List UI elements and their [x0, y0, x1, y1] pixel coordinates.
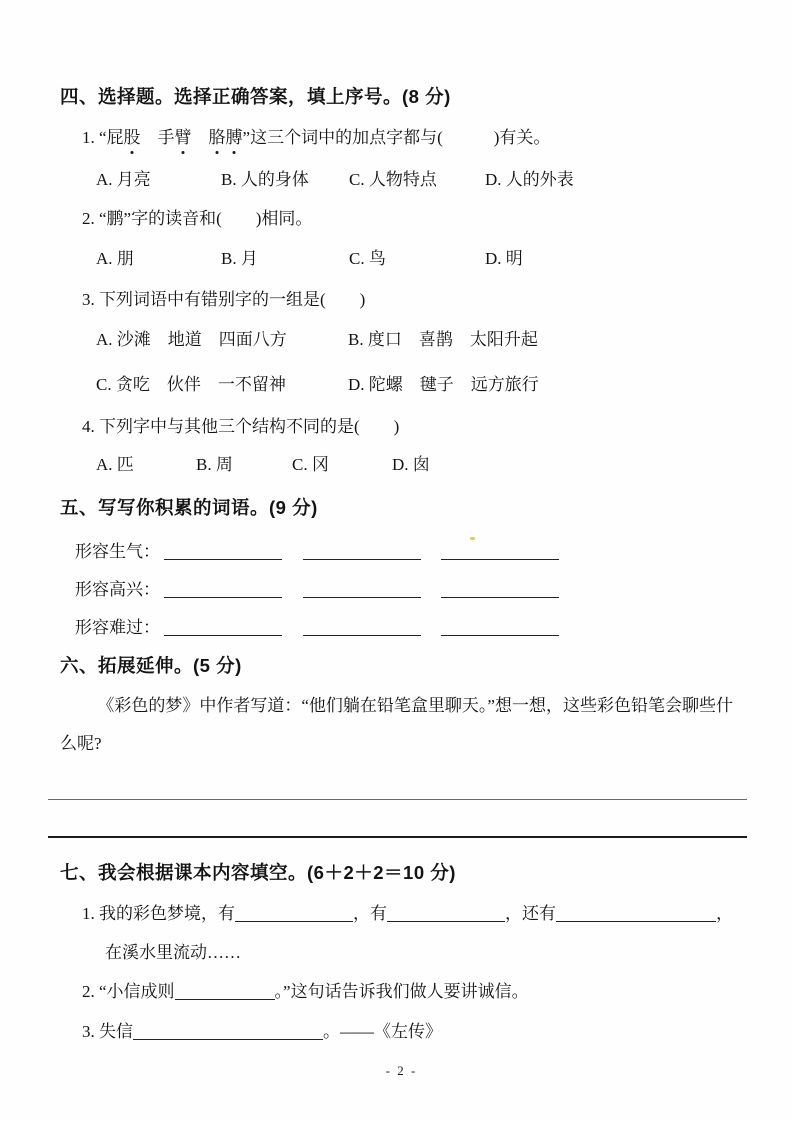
answer-blank: [441, 582, 559, 598]
option-a: A. 匹: [96, 455, 134, 474]
s4-q2-options: [96, 247, 743, 271]
s4-q3-options-ab: [96, 328, 743, 352]
option-d: D. 人的外表: [485, 170, 574, 189]
answer-blank: [235, 906, 353, 922]
q1-dotted-char-gu: 股: [124, 126, 141, 150]
section-6-heading: 六、拓展延伸。(5 分): [60, 655, 242, 676]
answer-line: [48, 763, 747, 800]
option-d: D. 囱: [392, 455, 430, 474]
answer-blank: [556, 906, 716, 922]
q3-text-a: 3. 失信: [82, 1022, 133, 1041]
s4-q1-options: [96, 168, 743, 192]
s4-question-1-stem: [82, 126, 743, 150]
answer-line: [48, 800, 747, 838]
answer-blank: [164, 620, 282, 636]
row-label: 形容高兴：: [75, 580, 160, 599]
q2-text-b: 。”这句话告诉我们做人要讲诚信。: [274, 982, 529, 1001]
q1-dotted-char-bi: 臂: [175, 126, 192, 150]
section-4-heading: 四、选择题。选择正确答案，填上序号。(8 分): [60, 86, 451, 107]
s7-question-1: [82, 902, 743, 926]
option-a: A. 朋: [96, 249, 134, 268]
option-b: B. 人的身体: [221, 170, 309, 189]
option-c: C. 鸟: [349, 249, 386, 268]
q1-text-tail: ”这三个词中的加点字都与( )有关。: [242, 128, 551, 147]
q3-text-b: 。——《左传》: [323, 1022, 442, 1041]
option-a: A. 沙滩 地道 四面八方: [96, 330, 287, 349]
answer-blank: [164, 544, 282, 560]
q1-text-pre: 1. “屁: [82, 128, 124, 147]
q1-text-b: ，有: [353, 904, 387, 923]
option-b: B. 度口 喜鹊 太阳升起: [348, 330, 538, 349]
answer-blank: [441, 620, 559, 636]
section-5-heading: 五、写写你积累的词语。(9 分): [60, 497, 318, 518]
q1-dotted-char-ge: 胳: [209, 126, 226, 150]
answer-blank: [133, 1024, 323, 1040]
s5-row-sad: [75, 616, 743, 640]
s4-q3-options-cd: [96, 373, 743, 397]
s7-question-3: [82, 1020, 743, 1044]
s5-row-angry: [75, 540, 743, 564]
s5-row-happy: [75, 578, 743, 602]
q1-text-a: 1. 我的彩色梦境，有: [82, 904, 235, 923]
q1-text-c: ，还有: [505, 904, 556, 923]
s7-question-2: [82, 980, 743, 1004]
s4-q4-options: [96, 453, 743, 477]
row-label: 形容难过：: [75, 618, 160, 637]
option-b: B. 周: [196, 455, 233, 474]
answer-blank: [164, 582, 282, 598]
row-label: 形容生气：: [75, 542, 160, 561]
q2-text-a: 2. “小信成则: [82, 982, 175, 1001]
q1-dotted-char-bo: 膊: [226, 126, 243, 150]
s7-question-1-continuation: 在溪水里流动……: [105, 943, 241, 962]
answer-blank: [303, 582, 421, 598]
s6-prompt-paragraph: 《彩色的梦》中作者写道：“他们躺在铅笔盒里聊天。”想一想，这些彩色铅笔会聊些什么呢?: [60, 696, 733, 753]
option-a: A. 月亮: [96, 170, 151, 189]
s4-question-4-stem: 4. 下列字中与其他三个结构不同的是( ): [82, 417, 400, 436]
s4-question-2-stem: 2. “鹏”字的读音和( )相同。: [82, 209, 313, 228]
answer-blank: [303, 620, 421, 636]
answer-blank: [441, 544, 559, 560]
option-d: D. 明: [485, 249, 523, 268]
option-c: C. 冈: [292, 455, 329, 474]
option-b: B. 月: [221, 249, 258, 268]
answer-blank: [175, 984, 275, 1000]
scan-artifact: [470, 537, 475, 540]
answer-blank: [303, 544, 421, 560]
option-d: D. 陀螺 毽子 远方旅行: [348, 375, 539, 394]
page-number: - 2 -: [385, 1063, 418, 1078]
option-c: C. 贪吃 伙伴 一不留神: [96, 375, 286, 394]
q1-text-d: ，: [716, 904, 733, 923]
s4-question-3-stem: 3. 下列词语中有错别字的一组是( ): [82, 290, 366, 309]
q1-text-mid1: 手: [140, 128, 175, 147]
section-7-heading: 七、我会根据课本内容填空。(6＋2＋2＝10 分): [60, 862, 456, 883]
q1-text-mid2: [192, 128, 209, 147]
answer-blank: [387, 906, 505, 922]
option-c: C. 人物特点: [349, 170, 437, 189]
